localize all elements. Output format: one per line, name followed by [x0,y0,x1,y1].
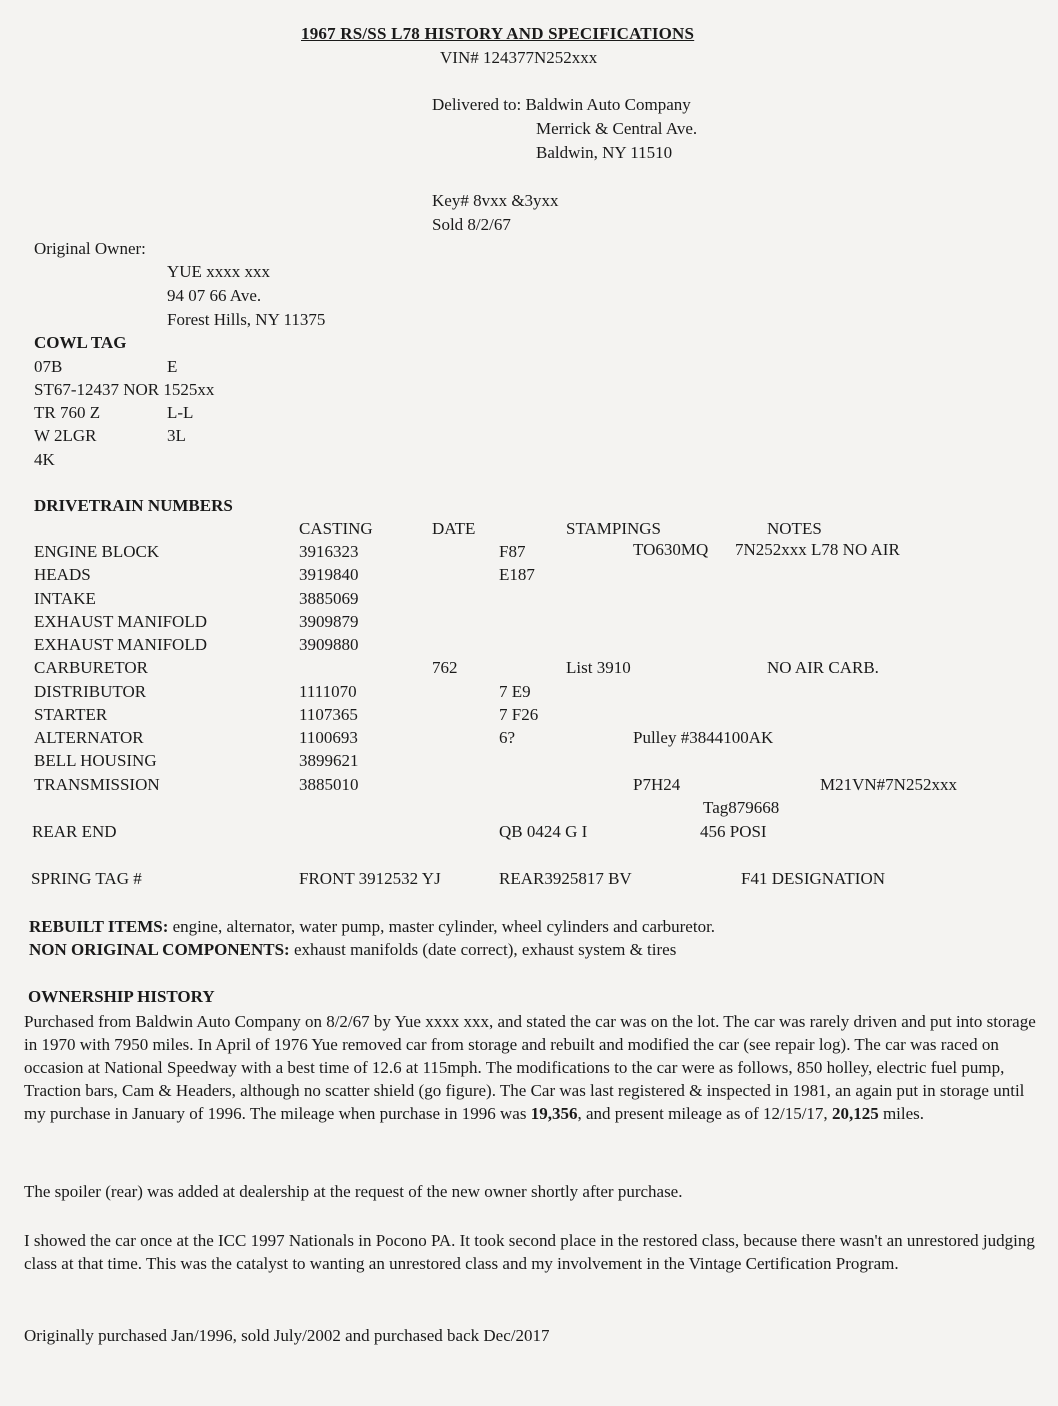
purchase-dates-paragraph: Originally purchased Jan/1996, sold July/2002 and purchased back Dec/2017 [24,1326,550,1345]
table-cell: 762 [432,658,458,677]
table-row-label: STARTER [34,705,108,724]
table-row-label: DISTRIBUTOR [34,682,147,701]
delivered-to: Delivered to: Baldwin Auto Company [432,95,691,114]
table-cell: E187 [499,565,535,584]
table-row-label: EXHAUST MANIFOLD [34,612,207,631]
table-cell: List 3910 [566,658,631,677]
purchase-mileage: 19,356 [530,1104,578,1123]
dealer-street: Merrick & Central Ave. [536,119,698,138]
column-header-stampings: STAMPINGS [566,519,661,538]
table-cell: 7 F26 [499,705,539,724]
column-header-casting: CASTING [299,519,373,538]
ownership-paragraph [24,1010,1046,1125]
table-cell: Pulley #3844100AK [633,728,774,747]
table-row-label: REAR END [32,822,117,841]
cowl-tag-row: ST67-12437 NOR 1525xx [34,380,215,399]
ownership-text: Purchased from Baldwin Auto Company on 8/2/67 by Yue xxxx xxx, and stated the car was on the lot. The car was rarely driven and put into storage in 1970 with 7950 miles. In April of 1976 Yue removed car from storage and rebuilt and modified the car (see repair log). The car was raced on occasion at National Speedway with a best time of 12.6 at 115mph. The modifications to the car were as follows, 850 holley, electric fuel pump, Traction bars, Cam & Headers, although no scatter shield (go figure). The Car was last registered & inspected in 1981, an again put in storage until my purchase in January of 1996. The mileage when purchase in 1996 was [24,1012,1036,1123]
cowl-tag-heading: COWL TAG [34,333,127,352]
rebuilt-items [29,917,715,937]
document-title: 1967 RS/SS L78 HISTORY AND SPECIFICATIONS [301,24,695,43]
present-mileage: 20,125 [831,1104,879,1123]
table-cell: 3919840 [299,565,359,584]
table-row-label: ENGINE BLOCK [34,542,160,561]
table-cell: FRONT 3912532 YJ [299,869,441,888]
column-header-date: DATE [432,519,476,538]
table-cell: 7 E9 [499,682,531,701]
table-row-label: SPRING TAG # [31,869,142,888]
table-cell: P7H24 [633,775,681,794]
table-cell: 3885010 [299,775,359,794]
key-number: Key# 8vxx &3yxx [432,191,559,210]
rebuilt-items-label: REBUILT ITEMS: [29,917,169,936]
table-cell: 456 POSI [700,822,767,841]
rebuilt-items-text: engine, alternator, water pump, master cylinder, wheel cylinders and carburetor. [168,917,716,936]
table-cell: Tag879668 [703,798,780,817]
sold-date: Sold 8/2/67 [432,215,511,234]
cowl-tag-row: W 2LGR [34,426,97,445]
cowl-tag-row: E [167,357,178,376]
table-cell: REAR3925817 BV [499,869,632,888]
cowl-tag-row: 4K [34,450,55,469]
table-cell: NO AIR CARB. [767,658,879,677]
cowl-tag-row: 07B [34,357,63,376]
spoiler-paragraph: The spoiler (rear) was added at dealership at the request of the new owner shortly after purchase. [24,1182,683,1201]
table-cell: 3916323 [299,542,359,561]
dealer-city: Baldwin, NY 11510 [536,143,673,162]
table-cell: 3885069 [299,589,359,608]
ownership-text: miles. [878,1104,925,1123]
cowl-tag-row: 3L [167,426,186,445]
owner-street: 94 07 66 Ave. [167,286,262,305]
original-owner-label: Original Owner: [34,239,146,258]
table-cell: 6? [499,728,516,747]
table-cell: 1100693 [299,728,358,747]
table-cell: F87 [499,542,526,561]
vin-number: VIN# 124377N252xxx [440,48,598,67]
non-original-text: exhaust manifolds (date correct), exhaust system & tires [289,940,677,959]
table-row-label: ALTERNATOR [34,728,144,747]
owner-name: YUE xxxx xxx [167,262,270,281]
column-header-notes: NOTES [767,519,822,538]
table-row-label: BELL HOUSING [34,751,157,770]
table-row-label: CARBURETOR [34,658,148,677]
table-row-label: TRANSMISSION [34,775,160,794]
table-cell: QB 0424 G I [499,822,588,841]
ownership-text: , and present mileage as of 12/15/17, [577,1104,832,1123]
table-cell: 3909880 [299,635,359,654]
table-cell: 1111070 [299,682,357,701]
table-cell: 3899621 [299,751,359,770]
ownership-heading: OWNERSHIP HISTORY [28,987,215,1006]
table-cell: M21VN#7N252xxx [820,775,957,794]
non-original-components [29,940,676,960]
owner-city: Forest Hills, NY 11375 [167,310,326,329]
table-cell: 7N252xxx L78 NO AIR [735,540,900,559]
drivetrain-heading: DRIVETRAIN NUMBERS [34,496,233,515]
table-row-label: EXHAUST MANIFOLD [34,635,207,654]
table-cell: TO630MQ [633,540,709,559]
cowl-tag-row: L-L [167,403,194,422]
table-cell: 1107365 [299,705,358,724]
cowl-tag-row: TR 760 Z [34,403,101,422]
table-cell: F41 DESIGNATION [741,869,886,888]
table-row-label: INTAKE [34,589,96,608]
table-cell: 3909879 [299,612,359,631]
non-original-label: NON ORIGINAL COMPONENTS: [29,940,290,959]
table-row-label: HEADS [34,565,91,584]
icc-paragraph: I showed the car once at the ICC 1997 Nationals in Pocono PA. It took second place in the restored class, because there wasn't an unrestored judging class at that time. This was the catalyst to wanting an unrestored class and my involvement in the Vintage Certification Program. [24,1231,1035,1273]
